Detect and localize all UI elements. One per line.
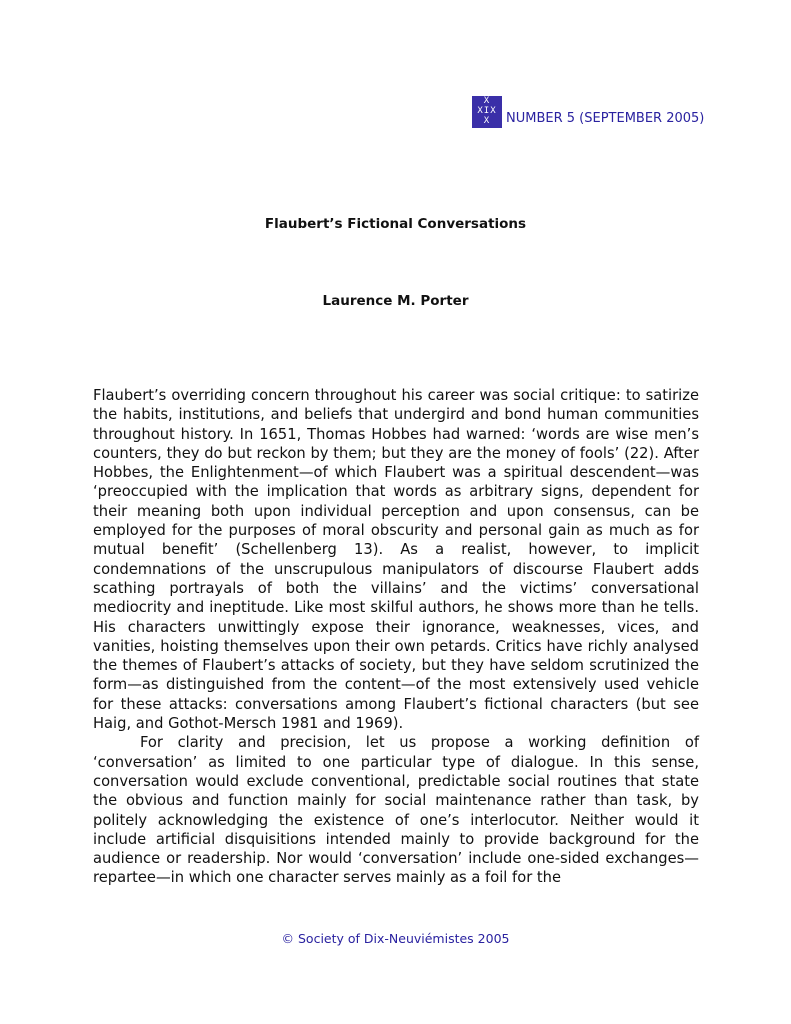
article-title: Flaubert’s Fictional Conversations <box>264 216 527 232</box>
logo-line-1: X <box>483 96 491 106</box>
journal-logo <box>472 96 502 128</box>
logo-line-2: XIX <box>477 106 497 116</box>
journal-header <box>472 94 704 128</box>
logo-line-3: X <box>483 116 491 126</box>
article-author: Laurence M. Porter <box>322 293 469 309</box>
paragraph-2: For clarity and precision, let us propose a working definition of ‘conversation’ as limited to one particular type of dialogue. In this sense, conversation would exclude conventional, predictable social routines that state the obvious and function mainly for social maintenance rather than task, by politely acknowledging the existence of one’s interlocutor. Neither would it include artificial disquisitions intended mainly to provide background for the audience or readership. Nor would ‘conversation’ include one-sided exchanges—repartee—in which one character serves mainly as a foil for the <box>93 734 699 887</box>
paragraph-1: Flaubert’s overriding concern throughout his career was social critique: to satirize the habits, institutions, and beliefs that undergird and bond human communities throughout history. In 1651, Thomas Hobbes had warned: ‘words are wise men’s counters, they do but reckon by them; but they are the money of fools’ (22). After Hobbes, the Enlightenment—of which Flaubert was a spiritual descendent—was ‘preoccupied with the implication that words as arbitrary signs, dependent for their meaning both upon individual perception and upon consensus, can be employed for the purposes of moral obscurity and personal gain as much as for mutual benefit’ (Schellenberg 13). As a realist, however, to implicit condemnations of the unscrupulous manipulators of discourse Flaubert adds scathing portrayals of both the villains’ and the victims’ conversational mediocrity and ineptitude. Like most skilful authors, he shows more than he tells. His characters unwittingly expose their ignorance, weaknesses, vices, and vanities, hoisting themselves upon their own petards. Critics have richly analysed the themes of Flaubert’s attacks of society, but they have seldom scrutinized the form—as distinguished from the content—of the most extensively used vehicle for these attacks: conversations among Flaubert’s fictional characters (but see Haig, and Gothot-Mersch 1981 and 1969). <box>93 387 699 733</box>
issue-number: NUMBER 5 (SEPTEMBER 2005) <box>506 111 705 126</box>
copyright-footer: © Society of Dix-Neuviémistes 2005 <box>281 931 510 946</box>
article-body <box>93 386 699 888</box>
